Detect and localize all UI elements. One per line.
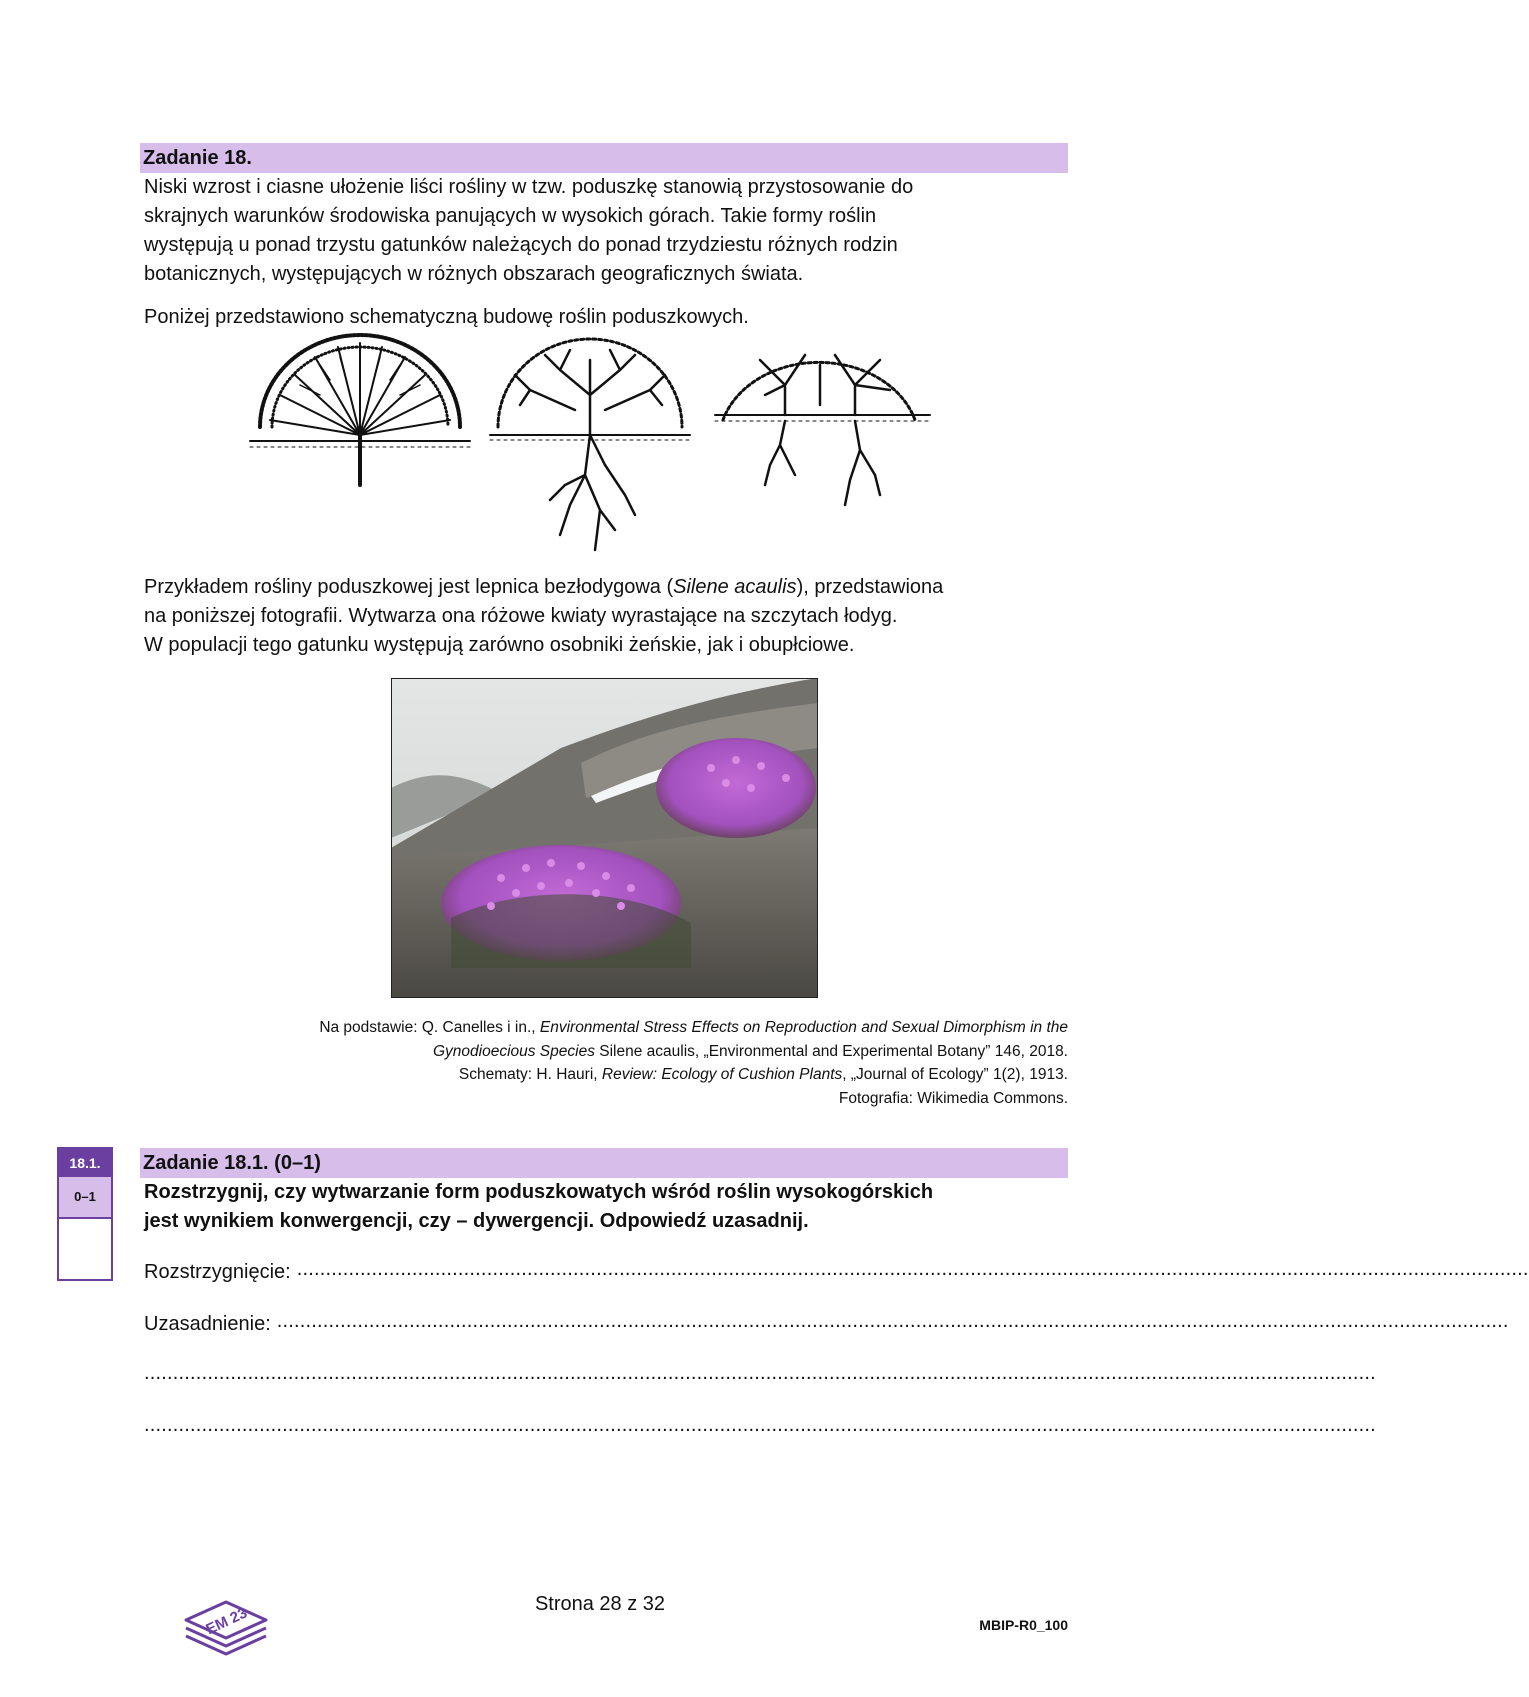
justification-answer-line xyxy=(144,1310,1509,1339)
example-text: Przykładem rośliny poduszkowej jest lepnica bezłodygowa ( xyxy=(144,576,674,598)
justification-label: Uzasadnienie: xyxy=(144,1313,271,1335)
task-18-title: Zadanie 18. xyxy=(143,147,252,169)
score-field[interactable] xyxy=(59,1219,111,1281)
source-text: , „Journal of Ecology” 1(2), 1913. xyxy=(842,1066,1068,1083)
task-18-1-header xyxy=(140,1148,1068,1178)
task-18-1-question xyxy=(144,1178,1084,1236)
logo-text: EM 23 xyxy=(203,1604,250,1639)
decision-input[interactable]: ...................................................................................................................................................................................................................... xyxy=(296,1258,1529,1280)
schema-caption: Poniżej przedstawiono schematyczną budowę roślin poduszkowych. xyxy=(144,306,749,328)
example-text: ), przedstawiona xyxy=(796,576,944,598)
question-line: jest wynikiem konwergencji, czy – dywergencji. Odpowiedź uzasadnij. xyxy=(144,1210,809,1232)
question-line: Rozstrzygnij, czy wytwarzanie form poduszkowatych wśród roślin wysokogórskich xyxy=(144,1181,934,1203)
em23-logo xyxy=(176,1582,276,1656)
decision-label: Rozstrzygnięcie: xyxy=(144,1261,291,1283)
exam-code: MBIP-R0_100 xyxy=(979,1617,1068,1633)
source-title: Review: Ecology of Cushion Plants xyxy=(601,1066,843,1083)
justification-input[interactable]: ...................................................................................................................................................................................................................... xyxy=(276,1310,1509,1332)
justification-input-line-2[interactable]: ...................................................................................................................................................................................................................... xyxy=(144,1362,1376,1384)
intro-line: skrajnych warunków środowiska panujących w wysokich górach. Takie formy roślin xyxy=(144,205,877,227)
source-text: Schematy: H. Hauri, xyxy=(458,1066,602,1083)
source-title: Environmental Stress Effects on Reproduction and Sexual Dimorphism in the xyxy=(539,1019,1068,1036)
schematic-plant-fan xyxy=(250,335,470,485)
example-paragraph xyxy=(144,573,1084,660)
score-task-number: 18.1. xyxy=(59,1149,111,1177)
intro-line: botanicznych, występujących w różnych obszarach geograficznych świata. xyxy=(144,263,804,285)
intro-line: Niski wzrost i ciasne ułożenie liści rośliny w tzw. poduszkę stanowią przystosowanie do xyxy=(144,176,914,198)
source-text: Silene acaulis, „Environmental and Experimental Botany” 146, 2018. xyxy=(594,1042,1068,1060)
page-number: Strona 28 z 32 xyxy=(534,1593,666,1615)
decision-answer-line xyxy=(144,1258,1529,1287)
species-name: Silene acaulis xyxy=(673,576,797,598)
justification-input-line-3[interactable]: ...................................................................................................................................................................................................................... xyxy=(144,1414,1376,1436)
silene-acaulis-photo xyxy=(391,678,818,998)
schematic-plant-dome-two-roots xyxy=(715,355,930,505)
source-text: Na podstawie: Q. Canelles i in., xyxy=(319,1019,540,1036)
source-text: Fotografia: Wikimedia Commons. xyxy=(838,1089,1068,1107)
sources-block xyxy=(120,1016,1068,1110)
example-text: W populacji tego gatunku występują zarówno osobniki żeńskie, jak i obupłciowe. xyxy=(144,634,855,656)
schematic-plant-dome-roots xyxy=(490,339,690,550)
cushion-plant-schematics xyxy=(250,335,950,565)
task-18-header xyxy=(140,143,1068,173)
task-18-intro xyxy=(144,173,1074,289)
example-text: na poniższej fotografii. Wytwarza ona różowe kwiaty wyrastające na szczytach łodyg. xyxy=(144,605,898,627)
task-18-1-title: Zadanie 18.1. (0–1) xyxy=(143,1152,321,1174)
source-title: Gynodioecious Species xyxy=(432,1042,595,1060)
score-box xyxy=(57,1147,113,1281)
score-range: 0–1 xyxy=(59,1177,111,1219)
intro-line: występują u ponad trzystu gatunków należących do ponad trzydziestu różnych rodzin xyxy=(144,234,898,256)
